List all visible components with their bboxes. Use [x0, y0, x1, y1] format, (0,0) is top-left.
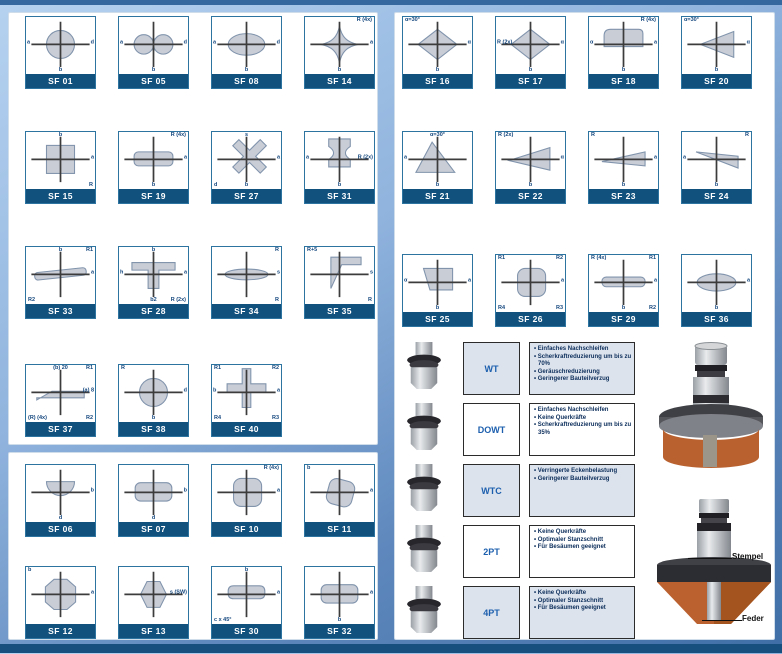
benefit-bullet: • Geringerer Bauteilverzug — [534, 376, 610, 383]
dimension-label: R+5 — [307, 247, 318, 253]
profile-card-sf-19 — [118, 131, 189, 204]
profile-code: SF 28 — [119, 304, 188, 318]
dimension-label: R (2x) — [357, 153, 373, 160]
dimension-label: (R) (4x) — [28, 414, 47, 421]
benefit-bullet: • Einfaches Nachschleifen — [534, 346, 609, 352]
profile-code: SF 32 — [305, 624, 374, 638]
profile-card-sf-32 — [304, 566, 375, 639]
dimension-label: b — [337, 66, 342, 73]
profile-diagram — [589, 17, 658, 74]
benefit-bullet: • Geringerer Bauteilverzug — [534, 475, 610, 482]
dimension-label: b — [435, 66, 440, 73]
dimension-label: R2 — [85, 414, 93, 421]
punch-type-benefits — [529, 464, 635, 517]
dimension-label: a — [90, 153, 94, 160]
profile-code: SF 37 — [26, 422, 95, 436]
dimension-label: R1 — [214, 365, 222, 371]
benefit-bullet: • Keine Querkräfte — [534, 529, 587, 535]
profile-diagram — [682, 17, 751, 74]
benefit-bullet: • Verringerte Eckenbelastung — [534, 468, 618, 474]
dimension-label: R2 — [648, 304, 656, 311]
profile-diagram — [496, 255, 565, 312]
profile-diagram — [119, 567, 188, 624]
dimension-label: a — [653, 153, 657, 160]
dimension-label: c x 45° — [214, 616, 232, 623]
profile-row — [25, 464, 375, 537]
profile-diagram — [403, 17, 472, 74]
dimension-label: R (4x) — [263, 465, 279, 471]
dimension-label: R2 — [271, 365, 279, 371]
dimension-label: b — [307, 465, 311, 471]
profile-code: SF 10 — [212, 522, 281, 536]
dimension-label: α — [560, 153, 564, 160]
benefit-bullet: • Scherkraftreduzierung um bis zu 70% — [534, 353, 632, 368]
dimension-label: d — [276, 38, 280, 45]
profile-diagram — [119, 132, 188, 189]
profile-card-sf-06 — [25, 464, 96, 537]
profile-diagram — [496, 17, 565, 74]
dimension-label: a — [653, 276, 657, 283]
punch-type-row-wt — [399, 342, 645, 395]
profile-diagram — [26, 247, 95, 304]
benefit-bullet: • Keine Querkräfte — [534, 414, 587, 421]
profile-row — [25, 16, 375, 89]
dimension-label: R (4x) — [591, 255, 607, 261]
profile-code: SF 21 — [403, 189, 472, 203]
profile-diagram — [682, 132, 751, 189]
punch-photo — [399, 525, 449, 578]
dimension-label: b — [337, 616, 342, 623]
dimension-label: a — [369, 588, 373, 595]
profile-diagram — [119, 247, 188, 304]
panel-right — [394, 12, 775, 640]
profile-card-sf-25 — [402, 254, 473, 327]
profile-card-sf-13 — [118, 566, 189, 639]
profile-row — [402, 131, 752, 204]
profile-card-sf-17 — [495, 16, 566, 89]
stempel-leader-line — [688, 558, 732, 559]
profile-card-sf-31 — [304, 131, 375, 204]
benefit-bullet: • Einfaches Nachschleifen — [534, 407, 609, 413]
dimension-label: R — [591, 132, 595, 138]
profile-code: SF 25 — [403, 312, 472, 326]
dimension-label: b — [714, 304, 719, 311]
dimension-label: a — [276, 153, 280, 160]
profile-card-sf-28 — [118, 246, 189, 319]
dimension-label: b2 — [150, 296, 157, 303]
profile-code: SF 14 — [305, 74, 374, 88]
dimension-label: R — [275, 247, 279, 253]
profile-code: SF 36 — [682, 312, 751, 326]
profile-diagram — [589, 255, 658, 312]
dimension-label: b — [183, 486, 187, 493]
dimension-label: b — [58, 247, 63, 253]
top-border-strip — [0, 0, 782, 5]
punch-photo — [399, 464, 449, 517]
dimension-label: a — [183, 268, 187, 275]
profile-code: SF 20 — [682, 74, 751, 88]
punch-photo — [399, 342, 449, 395]
profile-card-sf-30 — [211, 566, 282, 639]
dimension-label: d — [183, 386, 187, 393]
dimension-label: R — [745, 132, 749, 138]
profile-card-sf-24 — [681, 131, 752, 204]
punch-die-render-icon — [651, 341, 771, 493]
dimension-label: b — [621, 304, 626, 311]
dimension-label: α — [590, 38, 594, 45]
punch-type-benefits — [529, 403, 635, 456]
profile-diagram — [403, 132, 472, 189]
profile-row — [25, 364, 282, 437]
dimension-label: a — [467, 276, 471, 283]
dimension-label: b — [244, 567, 249, 573]
punch-type-benefits — [529, 525, 635, 578]
profile-code: SF 27 — [212, 189, 281, 203]
dimension-label: R (2x) — [497, 38, 513, 45]
profile-diagram — [682, 255, 751, 312]
punch-type-row-2pt — [399, 525, 645, 578]
profile-diagram — [305, 17, 374, 74]
dimension-label: R4 — [498, 304, 506, 311]
dimension-label: d — [183, 38, 187, 45]
profile-card-sf-18 — [588, 16, 659, 89]
dimension-label: R (2x) — [498, 132, 514, 138]
profile-card-sf-10 — [211, 464, 282, 537]
dimension-label: R2 — [555, 255, 563, 261]
punch-type-benefits — [529, 342, 635, 395]
dimension-label: b — [621, 66, 626, 73]
dimension-label: R2 — [28, 296, 36, 303]
profile-diagram — [26, 132, 95, 189]
profile-card-sf-40 — [211, 364, 282, 437]
dimension-label: a — [183, 153, 187, 160]
dimension-label: b — [151, 414, 156, 421]
bottom-border-bar — [0, 644, 782, 653]
profile-diagram — [26, 465, 95, 522]
profile-diagram — [305, 132, 374, 189]
profile-row — [25, 246, 375, 319]
profile-card-sf-20 — [681, 16, 752, 89]
profile-card-sf-08 — [211, 16, 282, 89]
dimension-label: b — [28, 567, 32, 573]
profile-card-sf-35 — [304, 246, 375, 319]
dimension-label: h — [120, 268, 124, 275]
profile-code: SF 33 — [26, 304, 95, 318]
profile-code: SF 24 — [682, 189, 751, 203]
dimension-label: α=30° — [684, 17, 699, 23]
dimension-label: s — [369, 268, 373, 275]
profile-diagram — [119, 465, 188, 522]
dimension-label: a — [90, 588, 94, 595]
dimension-label: b — [714, 66, 719, 73]
punch-type-table — [399, 342, 645, 647]
punch-type-benefits — [529, 586, 635, 639]
benefit-bullet: • Optimaler Stanzschnitt — [534, 536, 604, 543]
dimension-label: a — [404, 153, 408, 160]
profile-code: SF 26 — [496, 312, 565, 326]
dimension-label: (a) 8 — [82, 386, 94, 393]
dimension-label: d — [58, 514, 63, 521]
profile-row — [25, 566, 375, 639]
profile-diagram — [212, 247, 281, 304]
dimension-label: s — [276, 268, 280, 275]
profile-card-sf-34 — [211, 246, 282, 319]
dimension-label: b — [621, 181, 626, 188]
feder-leader-line — [702, 620, 742, 621]
profile-code: SF 05 — [119, 74, 188, 88]
dimension-label: a — [276, 588, 280, 595]
dimension-label: a — [683, 153, 687, 160]
dimension-label: R — [121, 365, 125, 371]
dimension-label: R3 — [555, 304, 563, 311]
dimension-label: a — [90, 268, 94, 275]
profile-diagram — [305, 465, 374, 522]
profile-code: SF 13 — [119, 624, 188, 638]
profile-row — [402, 254, 752, 327]
dimension-label: R1 — [85, 365, 93, 371]
profile-diagram — [305, 567, 374, 624]
dimension-label: b — [528, 66, 533, 73]
profile-code: SF 07 — [119, 522, 188, 536]
profile-code: SF 35 — [305, 304, 374, 318]
profile-diagram — [26, 567, 95, 624]
dimension-label: R (4x) — [640, 17, 656, 23]
dimension-label: s — [244, 132, 249, 138]
punch-die-photo-bottom — [647, 497, 781, 649]
profile-code: SF 38 — [119, 422, 188, 436]
punch-type-code: WTC — [463, 464, 520, 517]
dimension-label: b — [151, 181, 156, 188]
dimension-label: a — [653, 38, 657, 45]
dimension-label: R3 — [271, 414, 279, 421]
punch-photo — [399, 403, 449, 456]
dimension-label: a — [276, 486, 280, 493]
profile-card-sf-26 — [495, 254, 566, 327]
dimension-label: α — [404, 276, 408, 283]
dimension-label: a — [746, 276, 750, 283]
punch-die-photo-top — [651, 341, 771, 493]
stempel-label: Stempel — [732, 552, 764, 561]
punch-type-row-4pt — [399, 586, 645, 639]
panel-profiles-left-bottom — [8, 452, 378, 640]
dimension-label: α=30° — [405, 17, 420, 23]
profile-grid-left-bottom — [9, 453, 377, 639]
profile-code: SF 19 — [119, 189, 188, 203]
profile-card-sf-15 — [25, 131, 96, 204]
profile-card-sf-16 — [402, 16, 473, 89]
profile-card-sf-22 — [495, 131, 566, 204]
dimension-label: b — [435, 304, 440, 311]
dimension-label: R1 — [498, 255, 506, 261]
profile-card-sf-21 — [402, 131, 473, 204]
profile-code: SF 11 — [305, 522, 374, 536]
profile-code: SF 15 — [26, 189, 95, 203]
profile-diagram — [212, 365, 281, 422]
profile-diagram — [403, 255, 472, 312]
dimension-label: R (4x) — [356, 17, 372, 23]
profile-card-sf-38 — [118, 364, 189, 437]
dimension-label: α=30° — [430, 132, 445, 138]
profile-card-sf-14 — [304, 16, 375, 89]
profile-code: SF 40 — [212, 422, 281, 436]
profile-diagram — [119, 365, 188, 422]
dimension-label: R — [368, 296, 372, 303]
dimension-label: b — [58, 132, 63, 138]
profile-diagram — [212, 132, 281, 189]
profile-card-sf-07 — [118, 464, 189, 537]
profile-code: SF 16 — [403, 74, 472, 88]
profile-diagram — [496, 132, 565, 189]
profile-code: SF 12 — [26, 624, 95, 638]
profile-card-sf-33 — [25, 246, 96, 319]
profile-diagram — [212, 567, 281, 624]
dimension-label: α — [746, 38, 750, 45]
punch-spring-render-icon — [647, 497, 781, 649]
dimension-label: b — [714, 181, 719, 188]
profile-diagram — [589, 132, 658, 189]
dimension-label: R (4x) — [170, 132, 186, 138]
dimension-label: b — [435, 181, 440, 188]
profile-card-sf-12 — [25, 566, 96, 639]
dimension-label: b — [244, 66, 249, 73]
profile-card-sf-29 — [588, 254, 659, 327]
profile-code: SF 17 — [496, 74, 565, 88]
dimension-label: s (SW) — [169, 588, 187, 595]
dimension-label: a — [276, 386, 280, 393]
profile-diagram — [26, 365, 95, 422]
profile-code: SF 01 — [26, 74, 95, 88]
benefit-bullet: • Scherkraftreduzierung um bis zu 35% — [534, 422, 632, 436]
dimension-label: b — [528, 181, 533, 188]
dimension-label: d — [90, 38, 94, 45]
profile-row — [25, 131, 375, 204]
profile-card-sf-27 — [211, 131, 282, 204]
dimension-label: α — [560, 38, 564, 45]
dimension-label: R — [275, 296, 279, 303]
punch-type-row-dowt — [399, 403, 645, 456]
profile-diagram — [212, 465, 281, 522]
profile-card-sf-05 — [118, 16, 189, 89]
dimension-label: a — [213, 38, 217, 45]
dimension-label: b — [213, 386, 217, 393]
benefit-bullet: • Für Besäumen geeignet — [534, 544, 606, 551]
benefit-bullet: • Keine Querkräfte — [534, 590, 587, 596]
dimension-label: R — [89, 181, 93, 188]
dimension-label: b — [90, 486, 94, 493]
dimension-label: R1 — [85, 247, 93, 253]
profile-card-sf-01 — [25, 16, 96, 89]
punch-type-code: WT — [463, 342, 520, 395]
dimension-label: d — [151, 514, 156, 521]
punch-type-code: 4PT — [463, 586, 520, 639]
profile-card-sf-37 — [25, 364, 96, 437]
punch-photo — [399, 586, 449, 639]
profile-code: SF 22 — [496, 189, 565, 203]
dimension-label: a — [369, 38, 373, 45]
profile-diagram — [212, 17, 281, 74]
dimension-label: a — [306, 153, 310, 160]
profile-diagram — [119, 17, 188, 74]
punch-type-row-wtc — [399, 464, 645, 517]
profile-code: SF 18 — [589, 74, 658, 88]
profile-card-sf-36 — [681, 254, 752, 327]
dimension-label: R4 — [214, 414, 222, 421]
dimension-label: a — [560, 276, 564, 283]
dimension-label: (b) 20 — [53, 365, 68, 371]
profile-diagram — [305, 247, 374, 304]
dimension-label: R1 — [648, 255, 656, 261]
profile-code: SF 30 — [212, 624, 281, 638]
dimension-label: α — [467, 38, 471, 45]
benefit-bullet: • Für Besäumen geeignet — [534, 605, 606, 612]
profile-code: SF 34 — [212, 304, 281, 318]
benefit-bullet: • Geräuschreduzierung — [534, 368, 600, 375]
profile-card-sf-23 — [588, 131, 659, 204]
punch-type-code: 2PT — [463, 525, 520, 578]
dimension-label: R (2x) — [170, 296, 186, 303]
profile-card-sf-11 — [304, 464, 375, 537]
profile-code: SF 23 — [589, 189, 658, 203]
profile-diagram — [26, 17, 95, 74]
profile-code: SF 31 — [305, 189, 374, 203]
dimension-label: b — [151, 247, 156, 253]
profile-grid-left-top — [9, 13, 377, 444]
dimension-label: b — [151, 66, 156, 73]
profile-row — [402, 16, 752, 89]
profile-code: SF 29 — [589, 312, 658, 326]
profile-code: SF 08 — [212, 74, 281, 88]
punch-type-code: DOWT — [463, 403, 520, 456]
dimension-label: a — [369, 486, 373, 493]
profile-code: SF 06 — [26, 522, 95, 536]
dimension-label: d — [214, 181, 218, 188]
dimension-label: b — [58, 66, 63, 73]
panel-profiles-left-top — [8, 12, 378, 445]
dimension-label: a — [27, 38, 31, 45]
dimension-label: a — [120, 38, 124, 45]
dimension-label: b — [244, 181, 249, 188]
dimension-label: b — [337, 181, 342, 188]
feder-label: Feder — [742, 614, 764, 623]
benefit-bullet: • Optimaler Stanzschnitt — [534, 597, 604, 604]
